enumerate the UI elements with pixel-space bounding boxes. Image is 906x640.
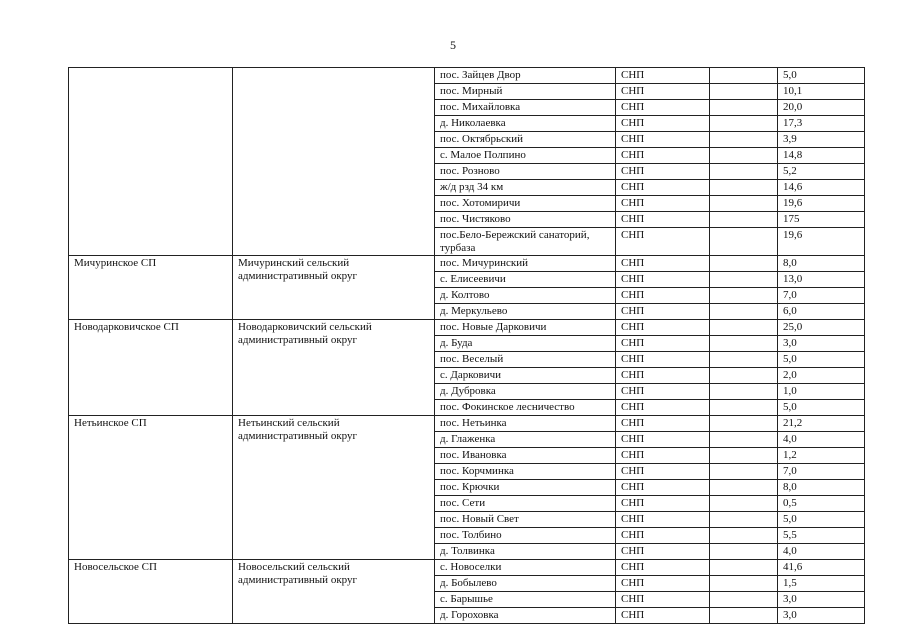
distance-cell: 5,5 xyxy=(778,528,865,544)
settlement-name-cell: д. Меркульево xyxy=(435,304,616,320)
municipality-cell: Мичуринское СП xyxy=(69,256,233,320)
settlement-type-cell: СНП xyxy=(616,272,710,288)
settlement-name-cell: пос. Корчминка xyxy=(435,464,616,480)
settlement-name-cell: пос.Бело-Бережский санаторий, турбаза xyxy=(435,228,616,256)
settlement-name-cell: с. Дарковичи xyxy=(435,368,616,384)
distance-cell: 1,0 xyxy=(778,384,865,400)
empty-cell xyxy=(710,528,778,544)
empty-cell xyxy=(710,448,778,464)
distance-cell: 21,2 xyxy=(778,416,865,432)
distance-cell: 3,0 xyxy=(778,592,865,608)
empty-cell xyxy=(710,196,778,212)
settlement-type-cell: СНП xyxy=(616,228,710,256)
settlement-name-cell: д. Толвинка xyxy=(435,544,616,560)
settlement-type-cell: СНП xyxy=(616,496,710,512)
distance-cell: 5,0 xyxy=(778,68,865,84)
settlement-name-cell: с. Елисеевичи xyxy=(435,272,616,288)
distance-cell: 3,9 xyxy=(778,132,865,148)
empty-cell xyxy=(710,100,778,116)
distance-cell: 10,1 xyxy=(778,84,865,100)
empty-cell xyxy=(710,288,778,304)
settlement-type-cell: СНП xyxy=(616,368,710,384)
empty-cell xyxy=(710,272,778,288)
table-body xyxy=(69,68,865,624)
distance-cell: 8,0 xyxy=(778,256,865,272)
settlement-name-cell: с. Новоселки xyxy=(435,560,616,576)
distance-cell: 7,0 xyxy=(778,464,865,480)
distance-cell: 14,8 xyxy=(778,148,865,164)
empty-cell xyxy=(710,256,778,272)
distance-cell: 4,0 xyxy=(778,544,865,560)
okrug-cell: Новодарковичский сельский административный округ xyxy=(233,320,435,416)
okrug-cell xyxy=(233,68,435,256)
empty-cell xyxy=(710,592,778,608)
distance-cell: 8,0 xyxy=(778,480,865,496)
settlement-type-cell: СНП xyxy=(616,100,710,116)
settlement-name-cell: пос. Чистяково xyxy=(435,212,616,228)
settlement-name-cell: пос. Фокинское лесничество xyxy=(435,400,616,416)
settlement-name-cell: пос. Михайловка xyxy=(435,100,616,116)
municipality-cell xyxy=(69,68,233,256)
settlement-name-cell: пос. Мирный xyxy=(435,84,616,100)
distance-cell: 3,0 xyxy=(778,608,865,624)
empty-cell xyxy=(710,116,778,132)
empty-cell xyxy=(710,544,778,560)
settlement-type-cell: СНП xyxy=(616,576,710,592)
settlement-type-cell: СНП xyxy=(616,68,710,84)
municipality-cell: Нетьинское СП xyxy=(69,416,233,560)
settlement-name-cell: пос. Крючки xyxy=(435,480,616,496)
distance-cell: 5,0 xyxy=(778,400,865,416)
table-row xyxy=(69,416,865,432)
settlement-name-cell: пос. Октябрьский xyxy=(435,132,616,148)
settlement-name-cell: ж/д рзд 34 км xyxy=(435,180,616,196)
settlement-type-cell: СНП xyxy=(616,164,710,180)
settlement-name-cell: с. Малое Полпино xyxy=(435,148,616,164)
settlement-type-cell: СНП xyxy=(616,384,710,400)
empty-cell xyxy=(710,512,778,528)
empty-cell xyxy=(710,304,778,320)
distance-cell: 17,3 xyxy=(778,116,865,132)
distance-cell: 1,5 xyxy=(778,576,865,592)
settlement-name-cell: с. Барышье xyxy=(435,592,616,608)
empty-cell xyxy=(710,132,778,148)
settlement-type-cell: СНП xyxy=(616,336,710,352)
settlement-type-cell: СНП xyxy=(616,180,710,196)
okrug-cell: Нетьинский сельский административный округ xyxy=(233,416,435,560)
okrug-cell: Мичуринский сельский административный округ xyxy=(233,256,435,320)
empty-cell xyxy=(710,212,778,228)
empty-cell xyxy=(710,576,778,592)
distance-cell: 0,5 xyxy=(778,496,865,512)
page-number: 5 xyxy=(450,38,456,52)
distance-cell: 20,0 xyxy=(778,100,865,116)
distance-cell: 4,0 xyxy=(778,432,865,448)
settlement-name-cell: д. Николаевка xyxy=(435,116,616,132)
settlement-type-cell: СНП xyxy=(616,196,710,212)
settlement-name-cell: д. Глаженка xyxy=(435,432,616,448)
settlement-name-cell: пос. Новые Дарковичи xyxy=(435,320,616,336)
settlement-type-cell: СНП xyxy=(616,212,710,228)
settlement-name-cell: пос. Розново xyxy=(435,164,616,180)
settlement-type-cell: СНП xyxy=(616,304,710,320)
empty-cell xyxy=(710,228,778,256)
settlement-name-cell: пос. Ивановка xyxy=(435,448,616,464)
settlement-type-cell: СНП xyxy=(616,544,710,560)
settlement-type-cell: СНП xyxy=(616,148,710,164)
settlement-type-cell: СНП xyxy=(616,592,710,608)
settlement-name-cell: пос. Веселый xyxy=(435,352,616,368)
settlements-table xyxy=(68,67,865,624)
settlement-type-cell: СНП xyxy=(616,320,710,336)
distance-cell: 14,6 xyxy=(778,180,865,196)
table-row xyxy=(69,560,865,576)
empty-cell xyxy=(710,148,778,164)
distance-cell: 6,0 xyxy=(778,304,865,320)
settlement-name-cell: д. Гороховка xyxy=(435,608,616,624)
empty-cell xyxy=(710,480,778,496)
empty-cell xyxy=(710,384,778,400)
empty-cell xyxy=(710,464,778,480)
empty-cell xyxy=(710,84,778,100)
settlement-type-cell: СНП xyxy=(616,608,710,624)
settlement-name-cell: д. Колтово xyxy=(435,288,616,304)
settlement-name-cell: пос. Сети xyxy=(435,496,616,512)
settlement-type-cell: СНП xyxy=(616,512,710,528)
settlement-type-cell: СНП xyxy=(616,84,710,100)
settlement-type-cell: СНП xyxy=(616,528,710,544)
distance-cell: 41,6 xyxy=(778,560,865,576)
distance-cell: 19,6 xyxy=(778,228,865,256)
distance-cell: 19,6 xyxy=(778,196,865,212)
settlement-name-cell: пос. Зайцев Двор xyxy=(435,68,616,84)
settlement-name-cell: пос. Толбино xyxy=(435,528,616,544)
empty-cell xyxy=(710,352,778,368)
empty-cell xyxy=(710,180,778,196)
table-row xyxy=(69,320,865,336)
settlement-type-cell: СНП xyxy=(616,352,710,368)
settlement-name-cell: д. Буда xyxy=(435,336,616,352)
empty-cell xyxy=(710,164,778,180)
empty-cell xyxy=(710,608,778,624)
settlement-type-cell: СНП xyxy=(616,288,710,304)
distance-cell: 25,0 xyxy=(778,320,865,336)
okrug-cell: Новосельский сельский административный округ xyxy=(233,560,435,624)
settlement-type-cell: СНП xyxy=(616,400,710,416)
distance-cell: 5,0 xyxy=(778,352,865,368)
settlement-name-cell: пос. Нетьинка xyxy=(435,416,616,432)
empty-cell xyxy=(710,400,778,416)
settlement-type-cell: СНП xyxy=(616,448,710,464)
settlement-name-cell: д. Дубровка xyxy=(435,384,616,400)
settlement-name-cell: пос. Мичуринский xyxy=(435,256,616,272)
municipality-cell: Новосельское СП xyxy=(69,560,233,624)
settlement-type-cell: СНП xyxy=(616,256,710,272)
settlement-type-cell: СНП xyxy=(616,480,710,496)
settlement-name-cell: пос. Новый Свет xyxy=(435,512,616,528)
distance-cell: 7,0 xyxy=(778,288,865,304)
empty-cell xyxy=(710,432,778,448)
empty-cell xyxy=(710,68,778,84)
distance-cell: 175 xyxy=(778,212,865,228)
settlement-name-cell: д. Бобылево xyxy=(435,576,616,592)
settlement-type-cell: СНП xyxy=(616,464,710,480)
settlement-type-cell: СНП xyxy=(616,432,710,448)
settlement-type-cell: СНП xyxy=(616,132,710,148)
settlement-type-cell: СНП xyxy=(616,416,710,432)
empty-cell xyxy=(710,496,778,512)
distance-cell: 1,2 xyxy=(778,448,865,464)
empty-cell xyxy=(710,560,778,576)
settlement-type-cell: СНП xyxy=(616,560,710,576)
settlement-name-cell: пос. Хотомиричи xyxy=(435,196,616,212)
distance-cell: 2,0 xyxy=(778,368,865,384)
distance-cell: 5,2 xyxy=(778,164,865,180)
empty-cell xyxy=(710,320,778,336)
table-row xyxy=(69,256,865,272)
distance-cell: 5,0 xyxy=(778,512,865,528)
table-row xyxy=(69,68,865,84)
empty-cell xyxy=(710,416,778,432)
distance-cell: 13,0 xyxy=(778,272,865,288)
settlement-type-cell: СНП xyxy=(616,116,710,132)
municipality-cell: Новодарковичское СП xyxy=(69,320,233,416)
empty-cell xyxy=(710,336,778,352)
distance-cell: 3,0 xyxy=(778,336,865,352)
empty-cell xyxy=(710,368,778,384)
